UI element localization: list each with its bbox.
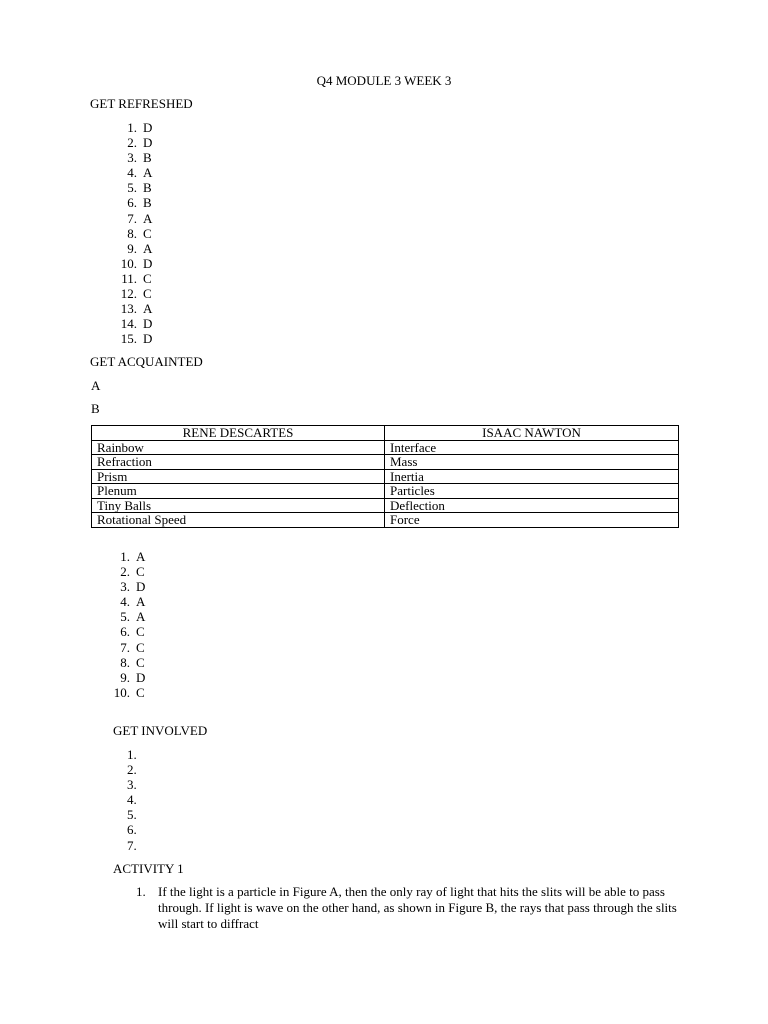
item-number: 13.: [120, 301, 137, 317]
list-item: 1.: [127, 747, 137, 762]
item-answer: B: [143, 150, 152, 166]
item-number: 6.: [120, 624, 130, 640]
activity-1-heading: ACTIVITY 1: [113, 861, 184, 876]
item-answer: C: [143, 225, 152, 241]
column-header-descartes: RENE DESCARTES: [92, 426, 385, 441]
list-item: 2.: [127, 762, 137, 778]
newton-cell: Particles: [385, 484, 679, 499]
list-item: [115, 241, 152, 256]
item-answer: D: [143, 331, 153, 347]
table-row: [92, 455, 679, 470]
item-answer: A: [143, 301, 153, 317]
item-answer: C: [136, 564, 145, 580]
document-title: Q4 MODULE 3 WEEK 3: [316, 73, 452, 88]
list-item: [108, 640, 145, 655]
item-answer: D: [143, 316, 153, 332]
get-acquainted-answer-list: [108, 549, 145, 700]
item-number: 12.: [120, 286, 137, 302]
item-number: 8.: [120, 654, 130, 670]
list-item: 6.: [127, 822, 137, 838]
list-item: [115, 150, 152, 165]
item-answer: B: [143, 195, 152, 211]
list-item: [108, 579, 145, 594]
newton-cell: Force: [385, 513, 679, 528]
item-answer: C: [143, 270, 152, 286]
table-header-row: [92, 426, 679, 441]
item-number: 11.: [121, 270, 137, 286]
item-number: 5.: [120, 609, 130, 625]
item-number: 3.: [127, 150, 137, 166]
item-number: 14.: [120, 316, 137, 332]
list-item: [115, 195, 152, 210]
item-number: 9.: [127, 240, 137, 256]
item-answer: A: [143, 165, 153, 181]
item-number: 7.: [127, 210, 137, 226]
item-number: 3.: [120, 579, 130, 595]
list-item: [108, 655, 145, 670]
item-answer: B: [143, 180, 152, 196]
newton-cell: Inertia: [385, 469, 679, 484]
item-answer: C: [136, 639, 145, 655]
activity-1-item-number: 1.: [136, 884, 146, 899]
item-number: 6.: [127, 195, 137, 211]
item-number: 2.: [120, 564, 130, 580]
get-involved-heading: GET INVOLVED: [113, 723, 208, 738]
descartes-cell: Tiny Balls: [92, 498, 385, 513]
list-item: [108, 685, 145, 700]
column-header-newton: ISAAC NAWTON: [385, 426, 679, 441]
table-row: [92, 469, 679, 484]
item-number: 2.: [127, 135, 137, 151]
item-number: 4.: [127, 165, 137, 181]
item-answer: D: [143, 255, 153, 271]
activity-1-answer-text: If the light is a particle in Figure A, then the only ray of light that hits the slits will be able to pass through. If light is wave on the other hand, as shown in Figure B, the rays that pass through the slits will start to diffract: [158, 884, 677, 931]
list-item: [115, 331, 152, 346]
list-item: [115, 120, 152, 135]
list-item: 5.: [127, 807, 137, 823]
list-item: [108, 594, 145, 609]
item-number: 10.: [113, 684, 130, 700]
item-answer: C: [136, 684, 145, 700]
part-b-label: B: [91, 401, 100, 416]
get-refreshed-heading: GET REFRESHED: [90, 96, 193, 111]
item-answer: A: [143, 210, 153, 226]
table-row: [92, 440, 679, 455]
descartes-cell: Rainbow: [92, 440, 385, 455]
newton-cell: Deflection: [385, 498, 679, 513]
list-item: [108, 609, 145, 624]
item-answer: D: [136, 669, 146, 685]
item-answer: C: [136, 624, 145, 640]
descartes-cell: Prism: [92, 469, 385, 484]
list-item: 7.: [127, 837, 137, 853]
item-answer: D: [143, 135, 153, 151]
descartes-cell: Refraction: [92, 455, 385, 470]
list-item: [115, 180, 152, 195]
item-number: 10.: [120, 255, 137, 271]
table-row: [92, 513, 679, 528]
list-item: [115, 256, 152, 271]
item-number: 15.: [120, 331, 137, 347]
get-refreshed-answer-list: [115, 120, 152, 346]
newton-cell: Interface: [385, 440, 679, 455]
item-answer: A: [143, 240, 153, 256]
list-item: [115, 316, 152, 331]
descartes-newton-table: [91, 425, 679, 528]
table-row: [92, 498, 679, 513]
get-involved-list: [127, 747, 137, 853]
list-item: [115, 165, 152, 180]
item-number: 1.: [127, 120, 137, 135]
table-row: [92, 484, 679, 499]
list-item: [115, 286, 152, 301]
descartes-cell: Plenum: [92, 484, 385, 499]
item-number: 1.: [120, 549, 130, 564]
item-answer: C: [136, 654, 145, 670]
get-acquainted-heading: GET ACQUAINTED: [90, 354, 203, 369]
item-answer: A: [136, 549, 146, 564]
item-number: 4.: [120, 594, 130, 610]
item-answer: C: [143, 286, 152, 302]
list-item: [108, 624, 145, 639]
item-answer: A: [136, 594, 146, 610]
item-answer: D: [136, 579, 146, 595]
item-number: 5.: [127, 180, 137, 196]
part-a-label: A: [91, 378, 101, 393]
item-answer: D: [143, 120, 153, 135]
list-item: [108, 670, 145, 685]
item-number: 8.: [127, 225, 137, 241]
item-number: 9.: [120, 669, 130, 685]
descartes-cell: Rotational Speed: [92, 513, 385, 528]
list-item: [115, 211, 152, 226]
newton-cell: Mass: [385, 455, 679, 470]
list-item: [108, 564, 145, 579]
item-answer: A: [136, 609, 146, 625]
list-item: [115, 271, 152, 286]
list-item: 4.: [127, 792, 137, 808]
list-item: [115, 301, 152, 316]
list-item: [108, 549, 145, 564]
list-item: [115, 135, 152, 150]
item-number: 7.: [120, 639, 130, 655]
list-item: [115, 226, 152, 241]
list-item: 3.: [127, 777, 137, 793]
